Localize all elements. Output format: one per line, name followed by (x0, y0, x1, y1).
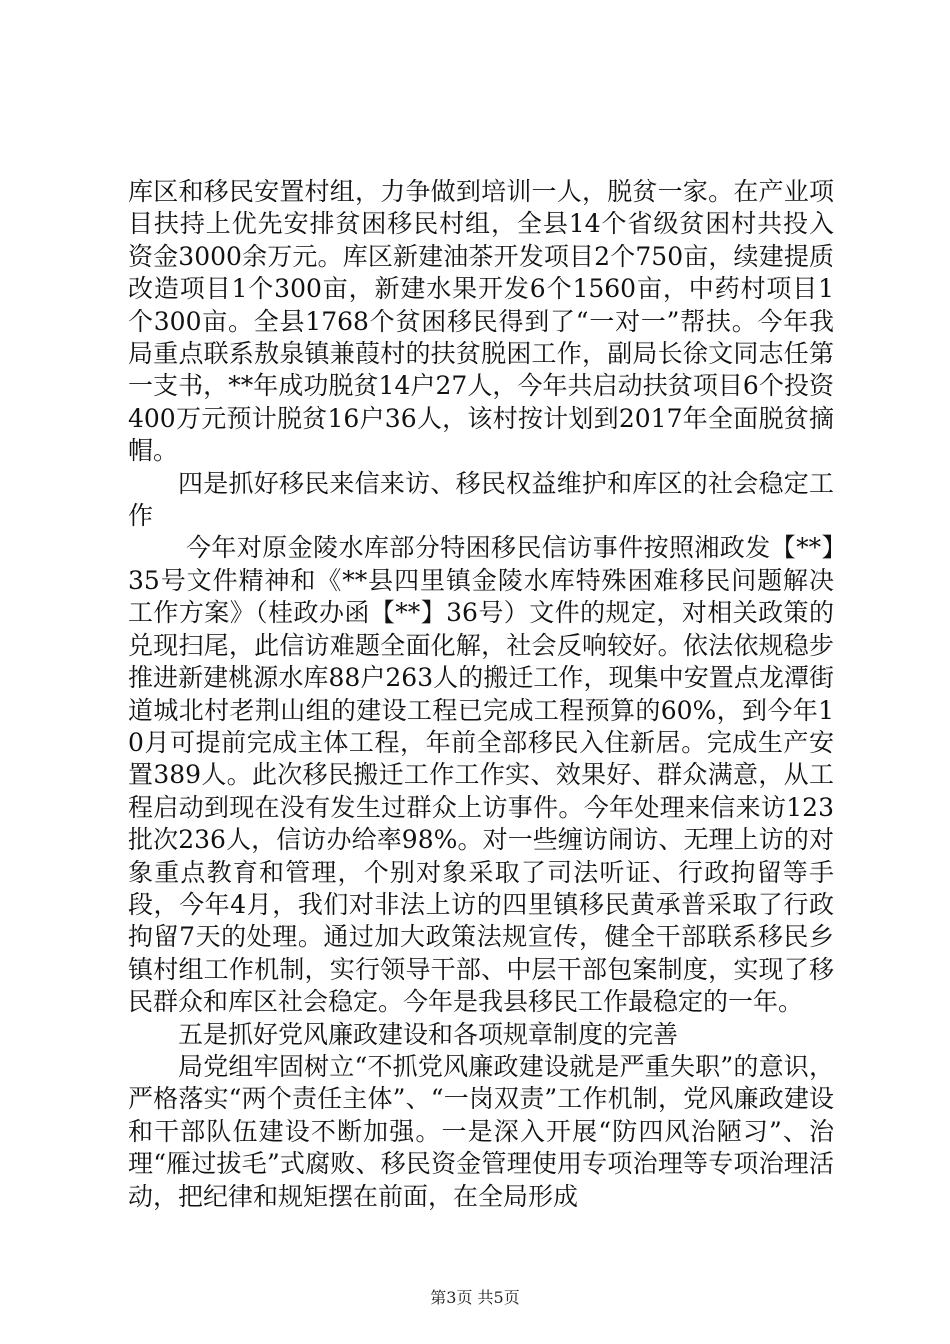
section-heading-petitions: 四是抓好移民来信来访、移民权益维护和库区的社会稳定工作 (128, 468, 834, 531)
document-body (128, 176, 834, 1213)
paragraph-poverty-relief: 库区和移民安置村组，力争做到培训一人，脱贫一家。在产业项目扶持上优先安排贫困移民村组，全县14个省级贫困村共投入资金3000余万元。库区新建油茶开发项目2个750亩，续建提质改造项目1个300亩，新建水果开发6个1560亩，中药村项目1个300亩。全县1768个贫困移民得到了“一对一”帮扶。今年我局重点联系敖泉镇兼葭村的扶贫脱困工作，副局长徐文同志任第一支书，**年成功脱贫14户27人，今年共启动扶贫项目6个投资400万元预计脱贫16户36人，该村按计划到2017年全面脱贫摘帽。 (128, 177, 834, 466)
section-heading-integrity: 五是抓好党风廉政建设和各项规章制度的完善 (178, 1019, 679, 1049)
paragraph-integrity: 局党组牢固树立“不抓党风廉政建设就是严重失职”的意识，严格落实“两个责任主体”、“一岗双责”工作机制，党风廉政建设和干部队伍建设不断加强。一是深入开展“防四风治陋习”、治理“雁过拔毛”式腐败、移民资金管理使用专项治理等专项治理活动，把纪律和规矩摆在前面，在全局形成 (128, 1051, 834, 1211)
paragraph-petitions: 今年对原金陵水库部分特困移民信访事件按照湘政发【**】35号文件精神和《**县四里镇金陵水库特殊困难移民问题解决工作方案》（桂政办函【**】36号）文件的规定，对相关政策的兑现扫尾，此信访难题全面化解，社会反响较好。依法依规稳步推进新建桃源水库88户263人的搬迁工作，现集中安置点龙潭街道城北村老荆山组的建设工程已完成工程预算的60%，到今年10月可提前完成主体工程，年前全部移民入住新居。完成生产安置389人。此次移民搬迁工作工作实、效果好、群众满意，从工程启动到现在没有发生过群众上访事件。今年处理来信来访123批次236人，信访办给率98%。对一些缠访闹访、无理上访的对象重点教育和管理，个别对象采取了司法听证、行政拘留等手段，今年4月，我们对非法上访的四里镇移民黄承普采取了行政拘留7天的处理。通过加大政策法规宣传，健全干部联系移民乡镇村组工作机制，实行领导干部、中层干部包案制度，实现了移民群众和库区社会稳定。今年是我县移民工作最稳定的一年。 (128, 533, 834, 1017)
page-number-footer: 第3页 共5页 (430, 1288, 520, 1307)
